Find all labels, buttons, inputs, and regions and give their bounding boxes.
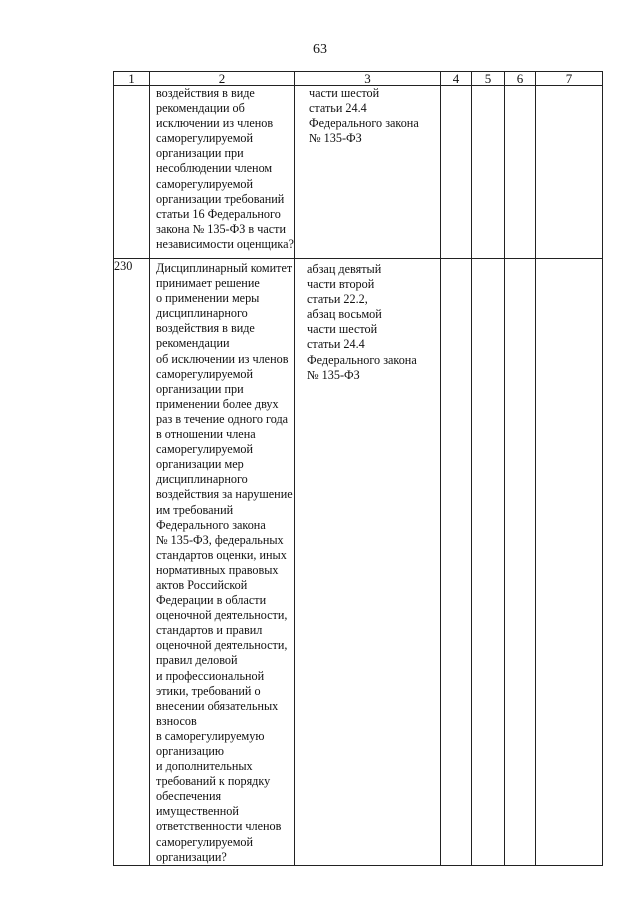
text-line: Федерального закона: [307, 352, 417, 367]
text-line: в саморегулируемую: [156, 728, 265, 743]
text-line: стандартов и правил: [156, 623, 263, 638]
text-line: дисциплинарного: [156, 472, 248, 487]
text-line: нормативных правовых: [156, 562, 279, 577]
text-line: абзац девятый: [307, 262, 382, 276]
text-line: Федерации в области: [156, 593, 267, 608]
text-line: им требований: [156, 502, 234, 517]
text-line: обеспечения: [156, 789, 222, 804]
text-line: воздействия в виде: [156, 321, 255, 336]
text-line: воздействия за нарушение: [156, 487, 293, 502]
table-row: [114, 86, 603, 259]
text-line: требований к порядку: [156, 774, 271, 789]
text-line: саморегулируемой: [156, 442, 254, 457]
text-line: саморегулируемой: [156, 176, 254, 191]
question-cell: [150, 259, 295, 866]
header-col-7: 7: [536, 72, 603, 86]
answer-cell-7: [536, 259, 603, 866]
answer-cell-7: [536, 86, 603, 259]
questions-table: [113, 71, 603, 866]
text-line: взносов: [156, 713, 197, 728]
text-line: оценочной деятельности,: [156, 608, 288, 623]
text-line: закона № 135-ФЗ в части: [156, 221, 286, 236]
text-line: об исключении из членов: [156, 351, 289, 366]
header-col-3: 3: [295, 72, 441, 86]
text-line: части второй: [307, 277, 375, 292]
text-line: статьи 22.2,: [307, 292, 368, 307]
text-line: принимает решение: [156, 276, 260, 291]
text-line: № 135-ФЗ, федеральных: [156, 532, 284, 547]
header-col-4: 4: [441, 72, 472, 86]
text-line: стандартов оценки, иных: [156, 547, 287, 562]
text-line: актов Российской: [156, 577, 248, 592]
text-line: Федерального закона: [156, 517, 266, 532]
text-line: имущественной: [156, 804, 239, 819]
text-line: статьи 16 Федерального: [156, 206, 281, 221]
text-line: о применении меры: [156, 291, 260, 306]
text-line: статьи 24.4: [309, 101, 367, 116]
header-row: [114, 72, 603, 86]
text-line: организации мер: [156, 457, 244, 472]
text-line: этики, требований о: [156, 683, 261, 698]
header-col-2: 2: [150, 72, 295, 86]
answer-cell-5: [472, 259, 505, 866]
text-line: исключении из членов: [156, 116, 274, 131]
header-col-1: 1: [114, 72, 150, 86]
text-line: оценочной деятельности,: [156, 638, 288, 653]
text-line: независимости оценщика?: [156, 236, 294, 251]
header-col-5: 5: [472, 72, 505, 86]
row-number: 230: [114, 259, 150, 866]
table-row: [114, 259, 603, 866]
text-line: организацию: [156, 744, 225, 758]
text-line: правил деловой: [156, 653, 238, 668]
answer-cell-6: [505, 259, 536, 866]
text-line: применении более двух: [156, 396, 279, 411]
text-line: внесении обязательных: [156, 698, 279, 713]
text-line: саморегулируемой: [156, 366, 254, 381]
text-line: рекомендации об: [156, 101, 245, 116]
answer-cell-4: [441, 259, 472, 866]
text-line: раз в течение одного года: [156, 411, 289, 426]
answer-cell-5: [472, 86, 505, 259]
row-number: [114, 86, 150, 259]
text-line: абзац восьмой: [307, 307, 382, 322]
text-line: № 135-ФЗ: [309, 131, 362, 146]
text-line: ответственности членов: [156, 819, 282, 834]
text-line: части шестой: [307, 322, 378, 337]
answer-cell-6: [505, 86, 536, 259]
reference-cell: [295, 86, 441, 259]
text-line: части шестой: [309, 86, 380, 100]
text-line: организации при: [156, 146, 244, 161]
text-line: рекомендации: [156, 336, 230, 351]
page-number: 63: [313, 42, 327, 57]
text-line: саморегулируемой: [156, 834, 254, 849]
text-line: воздействия в виде: [156, 86, 255, 100]
text-line: Федерального закона: [309, 116, 419, 131]
text-line: саморегулируемой: [156, 131, 254, 146]
text-line: и профессиональной: [156, 668, 265, 683]
question-cell: [150, 86, 295, 259]
text-line: № 135-ФЗ: [307, 367, 360, 382]
answer-cell-4: [441, 86, 472, 259]
text-line: организации?: [156, 849, 227, 864]
text-line: Дисциплинарный комитет: [156, 261, 293, 275]
text-line: и дополнительных: [156, 759, 253, 774]
header-col-6: 6: [505, 72, 536, 86]
text-line: дисциплинарного: [156, 306, 248, 321]
text-line: в отношении члена: [156, 427, 256, 442]
text-line: несоблюдении членом: [156, 161, 273, 176]
text-line: организации требований: [156, 191, 285, 206]
text-line: статьи 24.4: [307, 337, 365, 352]
reference-cell: [295, 259, 441, 866]
text-line: организации при: [156, 381, 244, 396]
